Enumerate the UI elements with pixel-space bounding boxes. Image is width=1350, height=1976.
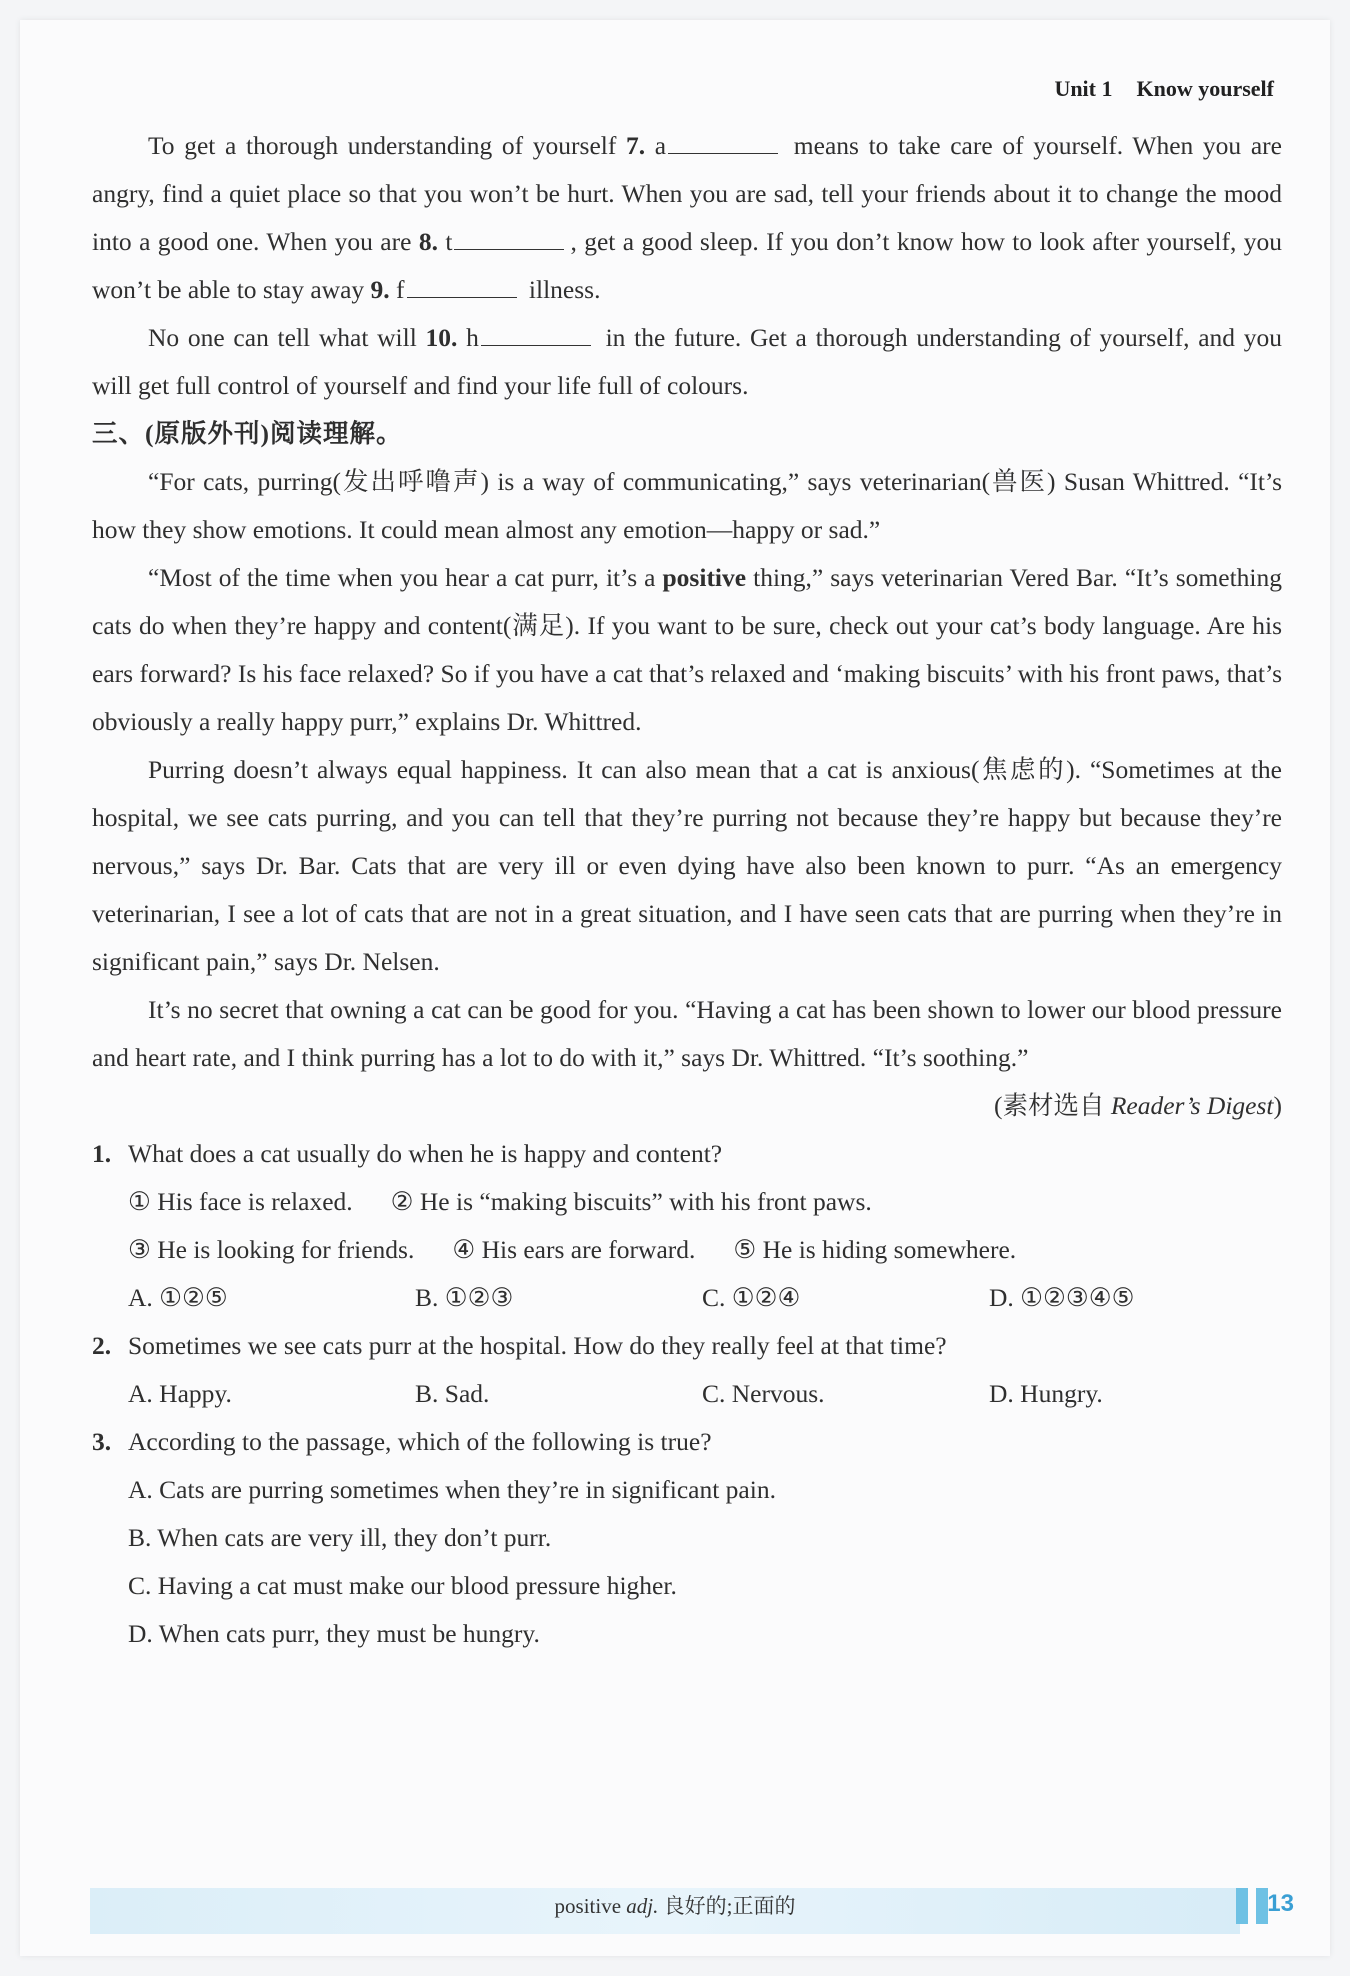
text-run: illness. <box>522 275 601 304</box>
statement-item: ① His face is relaxed. <box>128 1187 353 1216</box>
text-run: (素材选自 <box>993 1091 1111 1120</box>
option-c[interactable]: C. Nervous. <box>702 1379 825 1408</box>
blank-7[interactable] <box>668 131 778 154</box>
vocab-meaning: 良好的;正面的 <box>663 1894 796 1918</box>
text-run: thing,” says veterinarian Vered Bar. “It’s something cats do when they’re happy and content(满足). If you want to be sure, check out your cat’s body language. Are his ears forward? Is his face relaxed? So if you have a cat that’s relaxed and ‘making biscuits’ with his front paws, that’s obviously a really happy purr,” explains Dr. Whittred. <box>92 563 1282 736</box>
vocab-word: positive <box>554 1894 622 1918</box>
blank-hint-9: f <box>389 275 405 304</box>
blank-hint-7: a <box>645 131 667 160</box>
option-d[interactable]: D. Hungry. <box>989 1379 1103 1408</box>
text-run: To get a thorough understanding of yourself <box>148 131 627 160</box>
source-title: Reader’s Digest <box>1110 1091 1274 1120</box>
statement-item: ② He is “making biscuits” with his front paws. <box>390 1187 872 1216</box>
question-3 <box>92 1418 1282 1466</box>
statement-row <box>92 1226 1282 1274</box>
answer-options <box>92 1370 1282 1418</box>
section-heading: 三、(原版外刊)阅读理解。 <box>92 419 403 448</box>
option-d[interactable]: D. ①②③④⑤ <box>989 1283 1135 1312</box>
question-stem: What does a cat usually do when he is happy and content? <box>128 1139 723 1168</box>
vocab-pos: adj. <box>626 1894 659 1918</box>
question-stem: Sometimes we see cats purr at the hospital. How do they really feel at that time? <box>128 1331 947 1360</box>
blank-number-7: 7. <box>626 131 646 160</box>
statement-item: ③ He is looking for friends. <box>128 1235 415 1264</box>
question-number: 3. <box>92 1427 112 1456</box>
footer-vocab-note <box>20 1890 1330 1920</box>
question-1 <box>92 1130 1282 1178</box>
reading-paragraph-3: Purring doesn’t always equal happiness. It can also mean that a cat is anxious(焦虑的). “Sometimes at the hospital, we see cats purring, and you can tell that they’re purring not because they’re happy but because they’re nervous,” says Dr. Bar. Cats that are very ill or even dying have also been known to purr. “As an emergency veterinarian, I see a lot of cats that are not in a great situation, and I have seen cats that are purring when they’re in significant pain,” says Dr. Nelsen. <box>92 755 1282 976</box>
statement-item: ⑤ He is hiding somewhere. <box>733 1235 1017 1264</box>
unit-title: Know yourself <box>1136 76 1274 101</box>
cloze-paragraph-1 <box>92 122 1282 314</box>
statement-row <box>92 1178 1282 1226</box>
running-header <box>1054 76 1274 102</box>
question-2 <box>92 1322 1282 1370</box>
text-run: ) <box>1273 1091 1282 1120</box>
text-run: in the future. Get a thorough understanding of yourself, and you will get full control of yourself and find your life full of colours. <box>92 323 1282 400</box>
blank-hint-10: h <box>457 323 479 352</box>
blank-9[interactable] <box>407 275 517 298</box>
reading-paragraph-4: It’s no secret that owning a cat can be good for you. “Having a cat has been shown to lower our blood pressure and heart rate, and I think purring has a lot to do with it,” says Dr. Whittred. “It’s soothing.” <box>92 995 1282 1072</box>
blank-hint-8: t <box>437 227 453 256</box>
answer-options <box>92 1274 1282 1322</box>
blank-number-9: 9. <box>370 275 390 304</box>
unit-label: Unit 1 <box>1054 76 1113 101</box>
option-b[interactable]: B. ①②③ <box>415 1283 514 1312</box>
text-run: means to take care of yourself. When you are angry, find a quiet place so that you won’t be hurt. When you are sad, tell your friends about it to change the mood into a good one. When you are <box>92 131 1282 256</box>
worksheet-content <box>92 122 1282 1658</box>
reading-paragraph-2 <box>92 554 1282 746</box>
source-citation <box>92 1082 1282 1130</box>
statement-item: ④ His ears are forward. <box>452 1235 696 1264</box>
decorative-bar <box>1236 1888 1248 1924</box>
option-a[interactable]: A. Cats are purring sometimes when they’re in significant pain. <box>128 1475 776 1504</box>
text-run: “Most of the time when you hear a cat purr, it’s a <box>148 563 663 592</box>
option-a[interactable]: A. Happy. <box>128 1379 232 1408</box>
question-number: 1. <box>92 1139 112 1168</box>
option-c[interactable]: C. Having a cat must make our blood pressure higher. <box>128 1571 677 1600</box>
option-c[interactable]: C. ①②④ <box>702 1283 801 1312</box>
cloze-paragraph-2 <box>92 314 1282 410</box>
option-d[interactable]: D. When cats purr, they must be hungry. <box>128 1619 540 1648</box>
decorative-bar <box>1256 1888 1268 1924</box>
text-run: No one can tell what will <box>148 323 426 352</box>
question-stem: According to the passage, which of the following is true? <box>128 1427 712 1456</box>
highlighted-word: positive <box>662 563 747 592</box>
reading-paragraph-1: “For cats, purring(发出呼噜声) is a way of communicating,” says veterinarian(兽医) Susan Whittred. “It’s how they show emotions. It could mean almost any emotion—happy or sad.” <box>92 467 1282 544</box>
blank-8[interactable] <box>454 227 564 250</box>
text-run: , get a good sleep. If you don’t know how to look after yourself, you won’t be able to stay away <box>92 227 1282 304</box>
blank-number-8: 8. <box>418 227 438 256</box>
option-a[interactable]: A. ①②⑤ <box>128 1283 228 1312</box>
blank-number-10: 10. <box>425 323 458 352</box>
option-b[interactable]: B. Sad. <box>415 1379 490 1408</box>
option-b[interactable]: B. When cats are very ill, they don’t purr. <box>128 1523 552 1552</box>
blank-10[interactable] <box>481 323 591 346</box>
question-number: 2. <box>92 1331 112 1360</box>
page-number: 13 <box>1267 1890 1294 1917</box>
page <box>20 20 1330 1956</box>
